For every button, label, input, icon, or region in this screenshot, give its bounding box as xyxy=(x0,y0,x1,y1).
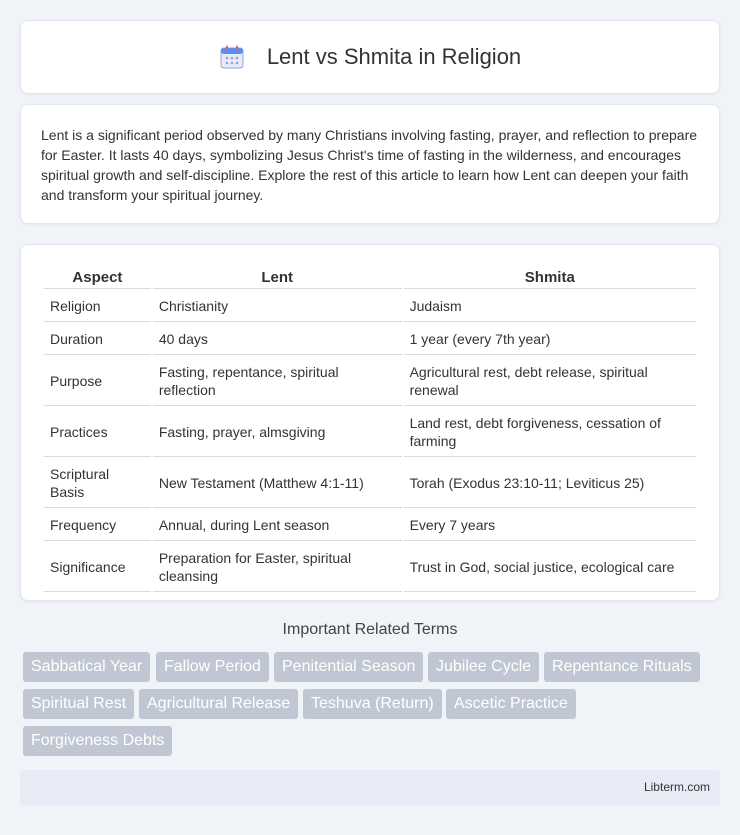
cell-lent: New Testament (Matthew 4:1-11) xyxy=(153,459,402,508)
tag-agricultural-release[interactable]: Agricultural Release xyxy=(139,689,298,719)
intro-card xyxy=(20,104,720,224)
table-row xyxy=(44,357,696,406)
cell-shmita: Judaism xyxy=(404,291,696,322)
cell-shmita: Agricultural rest, debt release, spiritual renewal xyxy=(404,357,696,406)
cell-lent: Fasting, repentance, spiritual reflection xyxy=(153,357,402,406)
tag-repentance-rituals[interactable]: Repentance Rituals xyxy=(544,652,700,682)
cell-shmita: Every 7 years xyxy=(404,510,696,541)
tag-forgiveness-debts[interactable]: Forgiveness Debts xyxy=(23,726,172,756)
table-row xyxy=(44,459,696,508)
tag-teshuva-return[interactable]: Teshuva (Return) xyxy=(303,689,442,719)
cell-lent: Fasting, prayer, almsgiving xyxy=(153,408,402,457)
tag-ascetic-practice[interactable]: Ascetic Practice xyxy=(446,689,576,719)
cell-aspect: Practices xyxy=(44,408,151,457)
cell-shmita: Trust in God, social justice, ecological care xyxy=(404,543,696,592)
table-row xyxy=(44,408,696,457)
page-title: Lent vs Shmita in Religion xyxy=(266,44,522,69)
tag-fallow-period[interactable]: Fallow Period xyxy=(156,652,269,682)
header-aspect: Aspect xyxy=(44,265,151,289)
calendar-icon xyxy=(219,44,245,70)
tag-sabbatical-year[interactable]: Sabbatical Year xyxy=(23,652,150,682)
intro-text: Lent is a significant period observed by many Christians involving fasting, prayer, and reflection to prepare for Easter. It lasts 40 days, symbolizing Jesus Christ's time of fasting in the wilderness, and encourages spiritual growth and self-discipline. Explore the rest of this article to learn how Lent can deepen your faith and transform your spiritual journey. xyxy=(41,127,698,203)
cell-aspect: Purpose xyxy=(44,357,151,406)
tag-jubilee-cycle[interactable]: Jubilee Cycle xyxy=(428,652,539,682)
cell-lent: Annual, during Lent season xyxy=(153,510,402,541)
cell-aspect: Scriptural Basis xyxy=(44,459,151,508)
header-shmita: Shmita xyxy=(404,265,696,289)
footer xyxy=(20,770,720,805)
table-row xyxy=(44,543,696,592)
cell-aspect: Religion xyxy=(44,291,151,322)
cell-lent: 40 days xyxy=(153,324,402,355)
cell-lent: Preparation for Easter, spiritual cleansing xyxy=(153,543,402,592)
cell-shmita: 1 year (every 7th year) xyxy=(404,324,696,355)
table-header-row xyxy=(44,265,696,289)
cell-aspect: Significance xyxy=(44,543,151,592)
table-row xyxy=(44,510,696,541)
comparison-table xyxy=(42,263,698,594)
table-row xyxy=(44,291,696,322)
cell-aspect: Frequency xyxy=(44,510,151,541)
cell-aspect: Duration xyxy=(44,324,151,355)
header-card xyxy=(20,20,720,94)
header-lent: Lent xyxy=(153,265,402,289)
cell-shmita: Torah (Exodus 23:10-11; Leviticus 25) xyxy=(404,459,696,508)
tag-spiritual-rest[interactable]: Spiritual Rest xyxy=(23,689,134,719)
cell-lent: Christianity xyxy=(153,291,402,322)
comparison-table-card xyxy=(20,244,720,601)
cell-shmita: Land rest, debt forgiveness, cessation of farming xyxy=(404,408,696,457)
table-row xyxy=(44,324,696,355)
related-terms-title: Important Related Terms xyxy=(282,621,458,638)
footer-brand-link[interactable]: Libterm.com xyxy=(643,780,710,794)
tag-penitential-season[interactable]: Penitential Season xyxy=(274,652,423,682)
